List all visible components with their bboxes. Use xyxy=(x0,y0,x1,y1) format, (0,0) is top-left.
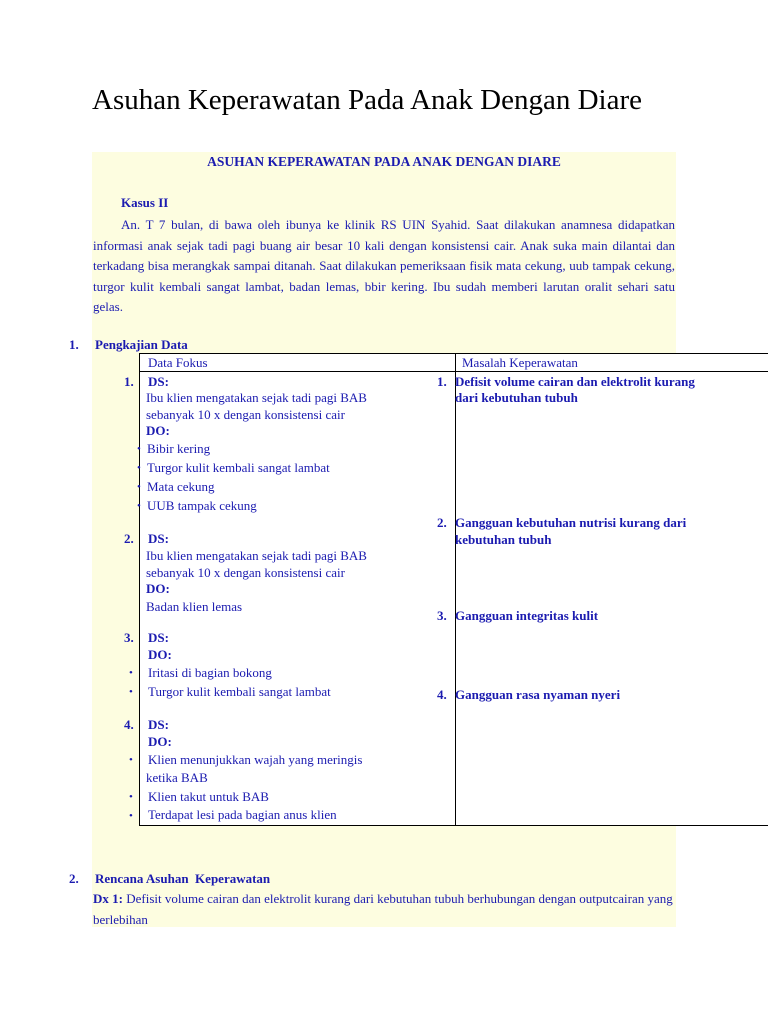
diagnosis-1-label: Dx 1: xyxy=(93,891,123,906)
section-1-title: Pengkajian Data xyxy=(95,337,188,352)
problem-4-number: 4. xyxy=(437,687,447,702)
bullet-icon: • xyxy=(137,500,141,512)
problem-3-number: 3. xyxy=(437,608,447,623)
entry-2-ds-line2: sebanyak 10 x dengan konsistensi cair xyxy=(146,565,345,580)
entry-2-ds-label: DS: xyxy=(148,531,169,546)
page-title: Asuhan Keperawatan Pada Anak Dengan Diare xyxy=(92,84,642,116)
diagnosis-1 xyxy=(93,888,673,930)
entry-4-number: 4. xyxy=(124,717,134,732)
section-2-number: 2. xyxy=(69,871,79,886)
bullet-icon: • xyxy=(137,462,141,474)
entry-1-bullet-4: UUB tampak cekung xyxy=(147,498,257,513)
entry-3-do-label: DO: xyxy=(148,647,172,662)
header-masalah-keperawatan: Masalah Keperawatan xyxy=(456,354,768,372)
entry-4-bullet-1: Klien menunjukkan wajah yang meringis xyxy=(148,752,363,767)
entry-4-bullet-1-cont: ketika BAB xyxy=(146,770,208,785)
entry-3-number: 3. xyxy=(124,630,134,645)
entry-3-bullet-2: Turgor kulit kembali sangat lambat xyxy=(148,684,331,699)
masalah-cell xyxy=(456,372,768,826)
entry-1-do-label: DO: xyxy=(146,423,170,438)
entry-3-bullet-1: Iritasi di bagian bokong xyxy=(148,665,272,680)
entry-4-ds-label: DS: xyxy=(148,717,169,732)
bullet-icon: • xyxy=(129,754,133,766)
problem-4-line1: Gangguan rasa nyaman nyeri xyxy=(455,687,621,702)
diagnosis-1-text: Defisit volume cairan dan elektrolit kurang dari kebutuhan tubuh berhubungan dengan outputcairan yang berlebihan xyxy=(93,891,673,927)
problem-2-line1: Gangguan kebutuhan nutrisi kurang dari xyxy=(455,515,687,530)
entry-1-bullet-1: Bibir kering xyxy=(147,441,211,456)
bullet-icon: • xyxy=(129,686,133,698)
entry-4-do-label: DO: xyxy=(148,734,172,749)
document-heading: ASUHAN KEPERAWATAN PADA ANAK DENGAN DIARE xyxy=(207,154,561,169)
entry-3-ds-label: DS: xyxy=(148,630,169,645)
problem-2-number: 2. xyxy=(437,515,447,530)
entry-1-bullet-2: Turgor kulit kembali sangat lambat xyxy=(147,460,330,475)
problem-1-line2: dari kebutuhan tubuh xyxy=(455,390,578,405)
section-1-number: 1. xyxy=(69,337,79,352)
problem-1-line1: Defisit volume cairan dan elektrolit kurang xyxy=(455,374,695,389)
header-data-fokus: Data Fokus xyxy=(140,354,456,372)
entry-2-number: 2. xyxy=(124,531,134,546)
case-description: An. T 7 bulan, di bawa oleh ibunya ke klinik RS UIN Syahid. Saat dilakukan anamnesa didapatkan informasi anak sejak tadi pagi buang air besar 10 kali dengan konsistensi cair. Anak suka main dilantai dan terkadang bisa merangkak sampai ditanah. Saat dilakukan pemeriksaan fisik mata cekung, uub tampak cekung, turgor kulit kembali sangat lambat, badan lemas, bbir kering. Ibu sudah memberi larutan oralit sehari satu gelas. xyxy=(93,217,675,314)
entry-1-ds-line1: Ibu klien mengatakan sejak tadi pagi BAB xyxy=(146,390,367,405)
entry-1-number: 1. xyxy=(124,374,134,389)
bullet-icon: • xyxy=(137,481,141,493)
entry-4-bullet-2: Klien takut untuk BAB xyxy=(148,789,269,804)
entry-4-bullet-3: Terdapat lesi pada bagian anus klien xyxy=(148,807,337,822)
section-2-title: Rencana Asuhan Keperawatan xyxy=(95,871,271,886)
problem-2-line2: kebutuhan tubuh xyxy=(455,532,552,547)
entry-2-ds-line1: Ibu klien mengatakan sejak tadi pagi BAB xyxy=(146,548,367,563)
entry-2-do-label: DO: xyxy=(146,581,170,596)
bullet-icon: • xyxy=(129,791,133,803)
bullet-icon: • xyxy=(129,810,133,822)
entry-2-do-text: Badan klien lemas xyxy=(146,599,243,614)
problem-1-number: 1. xyxy=(437,374,447,389)
entry-1-ds-line2: sebanyak 10 x dengan konsistensi cair xyxy=(146,407,345,422)
bullet-icon: • xyxy=(129,667,133,679)
entry-1-ds-label: DS: xyxy=(148,374,169,389)
case-label: Kasus II xyxy=(121,195,169,210)
entry-1-bullet-3: Mata cekung xyxy=(147,479,215,494)
problem-3-line1: Gangguan integritas kulit xyxy=(455,608,599,623)
bullet-icon: • xyxy=(137,443,141,455)
